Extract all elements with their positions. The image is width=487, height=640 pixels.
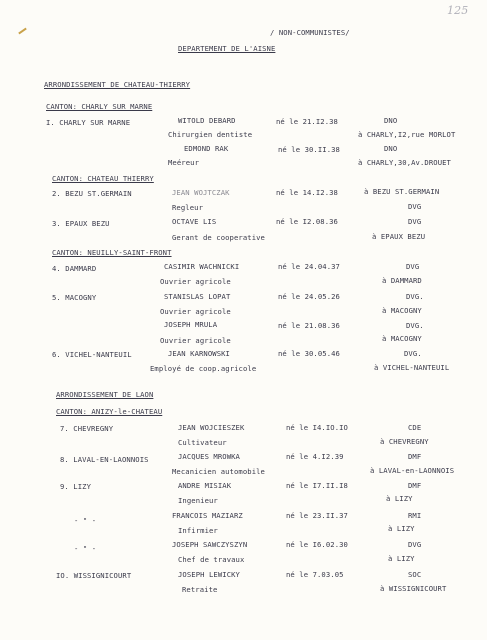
entry-party: CDE	[408, 423, 422, 432]
entry-name: OCTAVE LIS	[172, 217, 217, 226]
entry-birth: né le 7.03.05	[286, 570, 344, 579]
entry-party: DVG.	[406, 321, 424, 330]
entry-name: ANDRE MISIAK	[178, 481, 232, 490]
entry-party: DMF	[408, 452, 422, 461]
entry-profession: Chef de travaux	[178, 555, 245, 564]
entry-address: à BEZU ST.GERMAIN	[364, 187, 440, 196]
entry-name: JEAN KARNOWSKI	[168, 349, 230, 358]
page-number: 125	[447, 4, 469, 17]
entry-name: EDMOND RAK	[184, 144, 229, 153]
entry-profession: Ouvrier agricole	[160, 336, 231, 345]
entry-name: JOSEPH LEWICKY	[178, 570, 240, 579]
entry-party: DVG	[408, 217, 422, 226]
entry-address: à LIZY	[386, 494, 413, 503]
entry-address: à LIZY	[388, 524, 415, 533]
entry-address: à MACOGNY	[382, 306, 422, 315]
entry-birth: né le 4.I2.39	[286, 452, 344, 461]
entry-name: STANISLAS LOPAT	[164, 292, 231, 301]
entry-name: WITOLD DEBARD	[178, 116, 236, 125]
entry-profession: Employé de coop.agricole	[150, 364, 257, 373]
entry-commune: 5. MACOGNY	[52, 293, 97, 302]
entry-commune: 3. EPAUX BEZU	[52, 219, 110, 228]
entry-birth: né le 14.I2.38	[276, 188, 338, 197]
entry-commune: I. CHARLY SUR MARNE	[46, 118, 131, 127]
entry-name: JOSEPH MRULA	[164, 320, 218, 329]
entry-birth: né le 30.05.46	[278, 349, 340, 358]
entry-profession: Infirmier	[178, 526, 218, 535]
entry-name: FRANCOIS MAZIARZ	[172, 511, 243, 520]
entry-name: JACQUES MROWKA	[178, 452, 240, 461]
entry-name: JEAN WOJTCZAK	[172, 188, 230, 197]
entry-party: DNO	[384, 116, 398, 125]
pen-mark	[18, 28, 27, 35]
entry-address: à CHARLY,30,Av.DROUET	[358, 158, 451, 167]
entry-address: à LIZY	[388, 554, 415, 563]
entry-commune-ditto: - " -	[74, 516, 97, 525]
entry-profession: Retraite	[182, 585, 218, 594]
entry-commune: 6. VICHEL-NANTEUIL	[52, 350, 132, 359]
entry-commune: IO. WISSIGNICOURT	[56, 571, 132, 580]
entry-commune: 9. LIZY	[60, 482, 91, 491]
entry-profession: Ouvrier agricole	[160, 307, 231, 316]
entry-commune: 8. LAVAL-EN-LAONNOIS	[60, 455, 149, 464]
entry-profession: Meéreur	[168, 158, 199, 167]
entry-address: à CHEVREGNY	[380, 437, 429, 446]
canton-heading-neuilly: CANTON: NEUILLY-SAINT-FRONT	[52, 248, 172, 257]
entry-address: à LAVAL-en-LAONNOIS	[370, 466, 455, 475]
entry-address: à CHARLY,I2,rue MORLOT	[358, 130, 456, 139]
entry-name: CASIMIR WACHNICKI	[164, 262, 240, 271]
entry-address: à WISSIGNICOURT	[380, 584, 447, 593]
entry-commune-ditto: - " -	[74, 544, 97, 553]
entry-address: à DAMMARD	[382, 276, 422, 285]
entry-address: à MACOGNY	[382, 334, 422, 343]
department-heading: DEPARTEMENT DE L'AISNE	[178, 44, 276, 53]
entry-birth: né le I6.02.30	[286, 540, 348, 549]
entry-birth: né le 21.I2.38	[276, 117, 338, 126]
entry-party: DVG	[408, 540, 422, 549]
entry-party: DVG.	[404, 349, 422, 358]
entry-birth: né le 23.II.37	[286, 511, 348, 520]
canton-heading-chateau-thierry: CANTON: CHATEAU THIERRY	[52, 174, 154, 183]
entry-party: SOC	[408, 570, 422, 579]
canton-heading-charly: CANTON: CHARLY SUR MARNE	[46, 102, 153, 111]
entry-birth: né le 24.04.37	[278, 262, 340, 271]
category-heading: / NON-COMMUNISTES/	[270, 28, 350, 37]
entry-birth: né le 30.II.38	[278, 145, 340, 154]
entry-party: DVG	[408, 202, 422, 211]
arrondissement-heading-laon: ARRONDISSEMENT DE LAON	[56, 390, 154, 399]
entry-party: RMI	[408, 511, 422, 520]
entry-birth: né le I7.II.I8	[286, 481, 348, 490]
entry-name: JOSEPH SAWCZYSZYN	[172, 540, 248, 549]
entry-party: DVG	[406, 262, 420, 271]
entry-profession: Ingenieur	[178, 496, 218, 505]
canton-heading-anizy: CANTON: ANIZY-le-CHATEAU	[56, 407, 163, 416]
entry-commune: 4. DAMMARD	[52, 264, 97, 273]
entry-birth: né le I2.08.36	[276, 217, 338, 226]
entry-profession: Gerant de cooperative	[172, 233, 265, 242]
entry-birth: né le 21.08.36	[278, 321, 340, 330]
entry-profession: Regleur	[172, 203, 203, 212]
entry-address: à VICHEL-NANTEUIL	[374, 363, 450, 372]
entry-party: DMF	[408, 481, 422, 490]
arrondissement-heading-chateau-thierry: ARRONDISSEMENT DE CHATEAU-THIERRY	[44, 80, 191, 89]
entry-birth: né le 24.05.26	[278, 292, 340, 301]
entry-name: JEAN WOJCIESZEK	[178, 423, 245, 432]
entry-birth: né le I4.IO.IO	[286, 423, 348, 432]
entry-party: DVG.	[406, 292, 424, 301]
entry-commune: 2. BEZU ST.GERMAIN	[52, 189, 132, 198]
entry-address: à EPAUX BEZU	[372, 232, 426, 241]
entry-profession: Chirurgien dentiste	[168, 130, 253, 139]
entry-commune: 7. CHEVREGNY	[60, 424, 114, 433]
entry-party: DNO	[384, 144, 398, 153]
entry-profession: Mecanicien automobile	[172, 467, 265, 476]
entry-profession: Ouvrier agricole	[160, 277, 231, 286]
entry-profession: Cultivateur	[178, 438, 227, 447]
